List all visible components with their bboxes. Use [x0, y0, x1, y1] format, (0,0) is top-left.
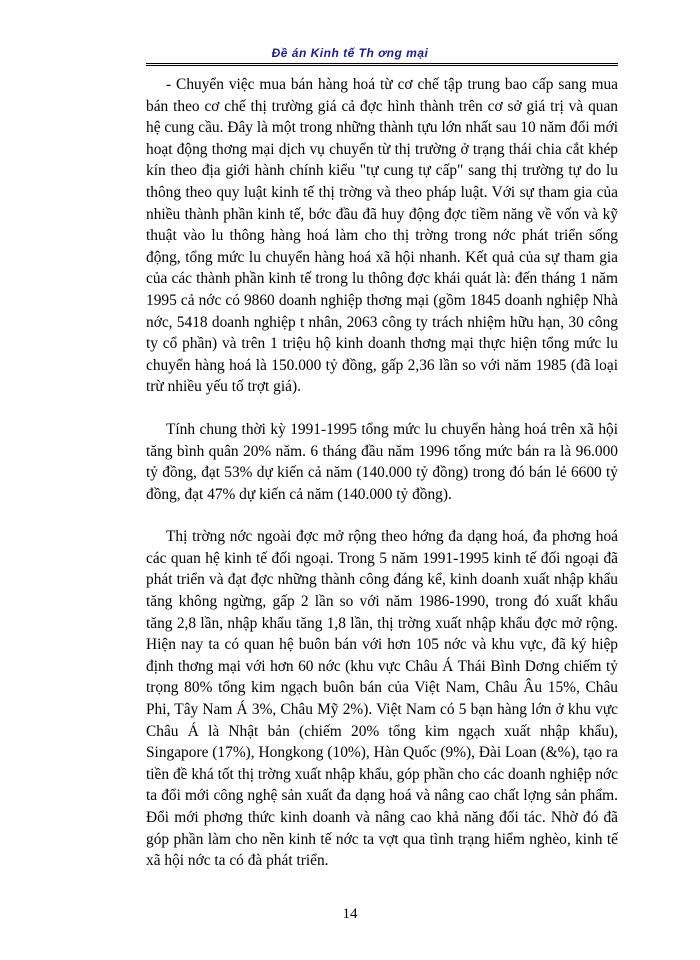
header-divider [146, 63, 618, 66]
paragraph-3: Thị trờng nớc ngoài đợc mở rộng theo hớng đa dạng hoá, đa phơng hoá các quan hệ kinh tế đối ngoại. Trong 5 năm 1991-1995 kinh tế đối ngoại đã phát triển và đạt đợc những thành công đáng kể, kinh doanh xuất nhập khẩu tăng không ngừng, gấp 2 lần so với năm 1986-1990, trong đó xuất khẩu tăng 2,8 lần, nhập khẩu tăng 1,8 lần, thị trờng xuất nhập khẩu đợc mở rộng. Hiện nay ta có quan hệ buôn bán với hơn 105 nớc và khu vực, đã ký hiệp định thơng mại với hơn 60 nớc (khu vực Châu Á Thái Bình Dơng chiếm tỷ trọng 80% tổng kim ngạch buôn bán của Việt Nam, Châu Âu 15%, Châu Phi, Tây Nam Á 3%, Châu Mỹ 2%). Việt Nam có 5 bạn hàng lớn ở khu vực Châu Á là Nhật bản (chiếm 20% tổng kim ngạch xuất nhập khẩu), Singapore (17%), Hongkong (10%), Hàn Quốc (9%), Đài Loan (&%), tạo ra tiền đề khá tốt thị trờng xuất nhập khẩu, góp phần cho các doanh nghiệp nớc ta đổi mới công nghệ sản xuất đa dạng hoá và nâng cao chất lợng sản phẩm. Đổi mới phơng thức kinh doanh và nâng cao khả năng đối tác. Nhờ đó đã góp phần làm cho nền kinh tế nớc ta vợt qua tình trạng hiểm nghèo, kinh tế xã hội nớc ta có đà phát triển. [146, 528, 618, 870]
paragraph-2: Tính chung thời kỳ 1991-1995 tổng mức lu chuyển hàng hoá trên xã hội tăng bình quân 20% năm. 6 tháng đầu năm 1996 tổng mức bán ra là 96.000 tỷ đồng, đạt 53% dự kiến cả năm (140.000 tỷ đồng) trong đó bán lẻ 6600 tỷ đồng, đạt 47% dự kiến cả năm (140.000 tỷ đồng). [146, 420, 618, 503]
document-body [146, 74, 618, 872]
document-header-title: Đề án Kinh tế Th ơng mại [271, 46, 429, 60]
page-number: 14 [342, 906, 358, 922]
paragraph-1: - Chuyển việc mua bán hàng hoá từ cơ chế tập trung bao cấp sang mua bán theo cơ chế thị trường giá cả đợc hình thành trên cơ sở giá trị và quan hệ cung cầu. Đây là một trong những thành tựu lớn nhất sau 10 năm đổi mới hoạt động thơng mại dịch vụ chuyển từ thị trường ở trạng thái chia cắt khép kín theo địa giới hành chính kiểu "tự cung tự cấp" sang thị trường tự do lu thông theo quy luật kinh tế thị trờng và theo pháp luật. Với sự tham gia của nhiều thành phần kinh tế, bớc đầu đã huy động đợc tiềm năng về vốn và kỹ thuật vào lu thông hàng hoá làm cho thị trờng trong nớc phát triển sống động, tổng mức lu chuyển hàng hoá xã hội nhanh. Kết quả của sự tham gia của các thành phần kinh tế trong lu thông đợc khái quát là: đến tháng 1 năm 1995 cả nớc có 9860 doanh nghiệp thơng mại (gồm 1845 doanh nghiệp Nhà nớc, 5418 doanh nghiệp t nhân, 2063 công ty trách nhiệm hữu hạn, 30 công ty cổ phần) và trên 1 triệu hộ kinh doanh thơng mại thực hiện tổng mức lu chuyển hàng hoá là 150.000 tỷ đồng, gấp 2,36 lần so với năm 1985 (đã loại trừ nhiều yếu tố trợt giá). [146, 76, 618, 396]
